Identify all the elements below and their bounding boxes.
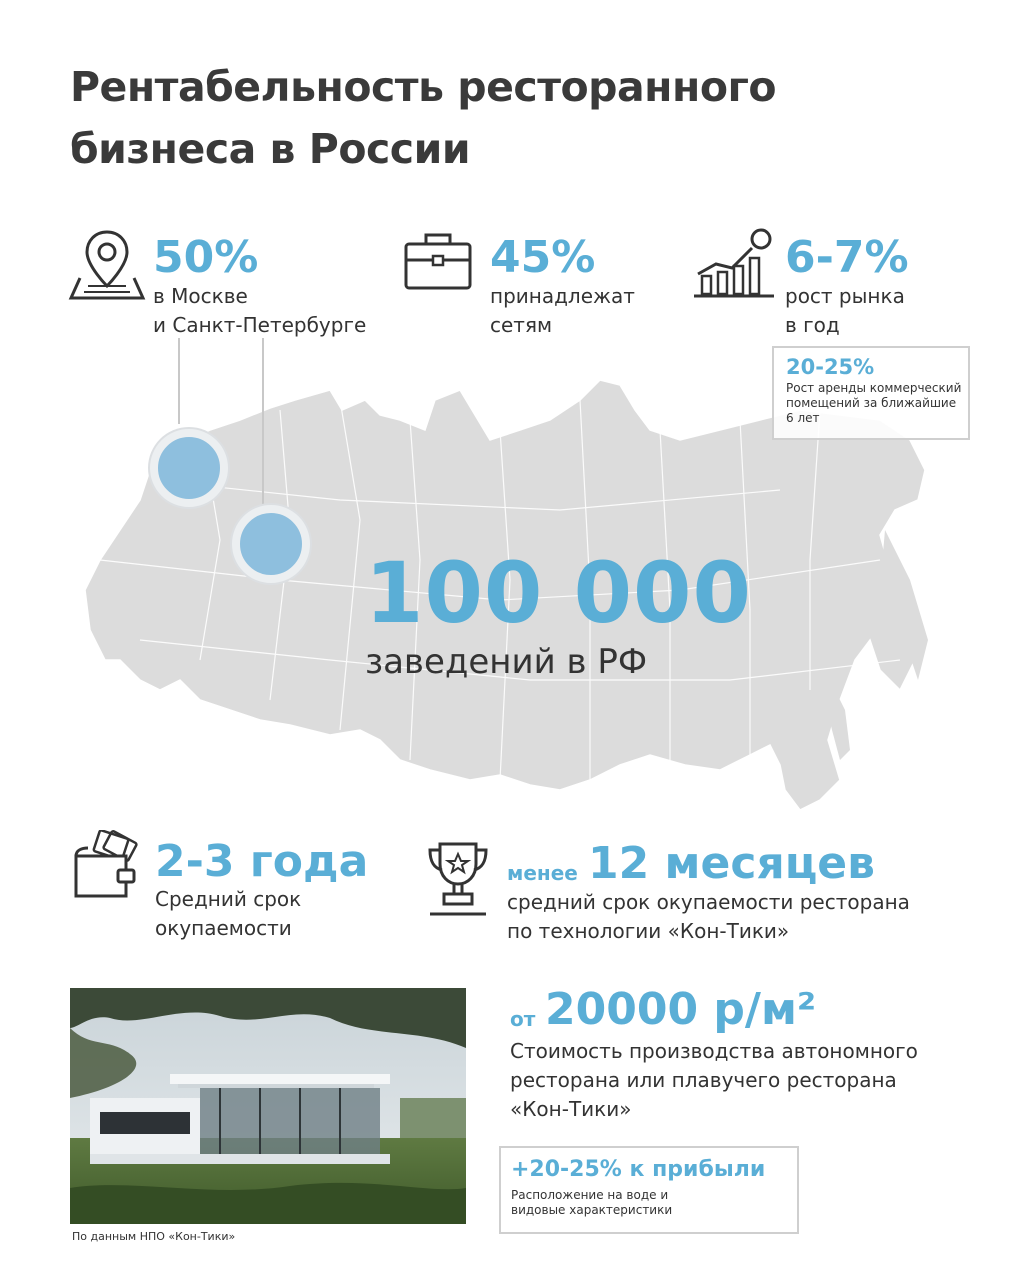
stat-growth-value: 6-7% <box>785 232 909 283</box>
payback-line-1: Средний срок <box>155 887 302 911</box>
moscow-bubble <box>150 429 228 507</box>
cost-prefix: от <box>510 1007 536 1031</box>
stat-growth-label <box>785 282 905 340</box>
moscow-leader-line <box>178 338 180 424</box>
kontiki-value: 12 месяцев <box>588 838 875 889</box>
profit-value: +20-25% к прибыли <box>511 1157 766 1182</box>
stat-growth-line-1: рост рынка <box>785 284 905 308</box>
title-line-2: бизнеса в России <box>70 125 471 173</box>
rent-growth-line-1: Рост аренды коммерческий <box>786 381 962 395</box>
kontiki-line-2: по технологии «Кон-Тики» <box>507 919 790 943</box>
establishments-label: заведений в РФ <box>365 642 648 682</box>
profit-text <box>511 1188 672 1218</box>
stat-chains-line-1: принадлежат <box>490 284 635 308</box>
cost-value: 20000 р/м² <box>545 984 817 1035</box>
rent-growth-box <box>772 346 970 440</box>
wallet-icon <box>72 830 138 902</box>
rent-growth-text <box>786 381 964 426</box>
stat-moscow-label <box>153 282 366 340</box>
stat-growth-line-2: в год <box>785 313 840 337</box>
rent-growth-line-2: помещений за ближайшие <box>786 396 957 410</box>
rent-growth-value: 20-25% <box>786 355 875 379</box>
briefcase-icon <box>402 230 474 292</box>
cost-line-3: «Кон-Тики» <box>510 1097 632 1121</box>
payback-line-2: окупаемости <box>155 916 292 940</box>
stat-moscow-line-1: в Москве <box>153 284 248 308</box>
kontiki-prefix: менее <box>507 861 578 885</box>
cost-label <box>510 1037 918 1124</box>
establishments-count: 100 000 <box>365 544 752 642</box>
profit-line-2: видовые характеристики <box>511 1203 673 1217</box>
map-pin-icon <box>68 226 146 302</box>
page-title <box>70 56 776 180</box>
stat-moscow-line-2: и Санкт-Петербурге <box>153 313 367 337</box>
cost-line-1: Стоимость производства автономного <box>510 1039 918 1063</box>
stat-chains-value: 45% <box>490 232 596 283</box>
kontiki-label <box>507 888 910 946</box>
profit-line-1: Расположение на воде и <box>511 1188 669 1202</box>
payback-label <box>155 885 301 943</box>
source-note: По данным НПО «Кон-Тики» <box>72 1230 236 1243</box>
rent-growth-line-3: 6 лет <box>786 411 820 425</box>
stat-chains-line-2: сетям <box>490 313 553 337</box>
restaurant-photo <box>70 988 466 1224</box>
trophy-icon <box>426 838 490 918</box>
growth-chart-icon <box>694 226 774 298</box>
stat-chains-label <box>490 282 635 340</box>
kontiki-line-1: средний срок окупаемости ресторана <box>507 890 910 914</box>
stat-moscow-value: 50% <box>153 232 259 283</box>
cost-line-2: ресторана или плавучего ресторана <box>510 1068 897 1092</box>
spb-leader-line <box>262 338 264 506</box>
profit-box <box>499 1146 799 1234</box>
spb-bubble <box>232 505 310 583</box>
title-line-1: Рентабельность ресторанного <box>70 63 777 111</box>
payback-value: 2-3 года <box>155 836 369 887</box>
